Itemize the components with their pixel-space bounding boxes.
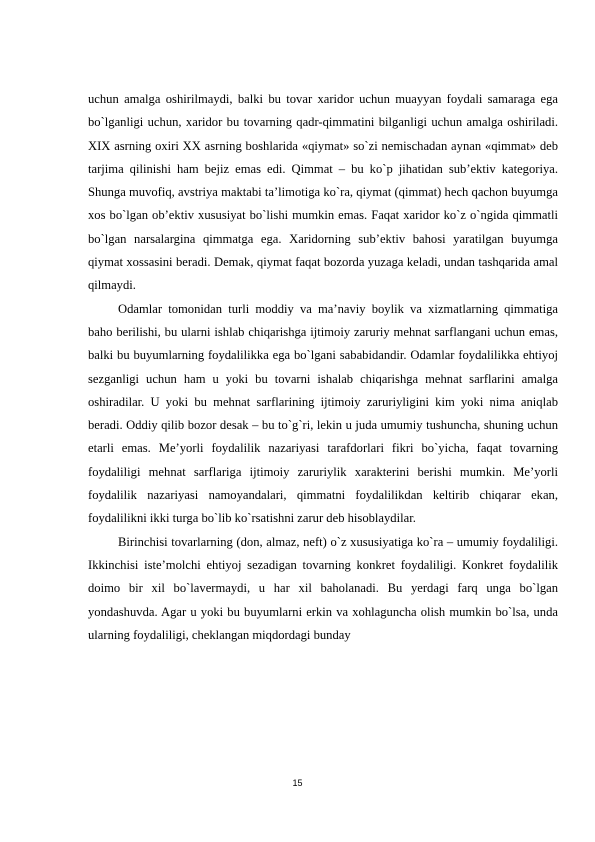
paragraph-continuation: uchun amalga oshirilmaydi, balki bu tovar xaridor uchun muayyan foydali samaraga ega bo`lganligi uchun, xaridor bu tovarning qadr-qimmatini bilganligi uchun amalga oshiriladi. XIX asrning oxiri XX asrning boshlarida «qiymat» so`zi nemischadan aynan «qimmat» deb tarjima qilinishi ham bejiz emas edi. Qimmat – bu ko`p jihatidan sub’ektiv kategoriya. Shunga muvofiq, avstriya maktabi ta’limotiga ko`ra, qiymat (qimmat) hech qachon buyumga xos bo`lgan ob’ektiv xususiyat bo`lishi mumkin emas. Faqat xaridor ko`z o`ngida qimmatli bo`lgan narsalargina qimmatga ega. Xaridorning sub’ektiv bahosi yaratilgan buyumga qiymat xossasini beradi. Demak, qiymat faqat bozorda yuzaga keladi, undan tashqarida amal qilmaydi. <box>88 92 558 293</box>
page-number: 15 <box>292 778 303 788</box>
paragraph-types-of-utility: Birinchisi tovarlarning (don, almaz, neft) o`z xususiyatiga ko`ra – umumiy foydaliligi. Ikkinchisi iste’molchi ehtiyoj sezadigan tovarning konkret foydaliligi. Konkret foydalilik doimo bir xil bo`lavermaydi, u har xil baholanadi. Bu yerdagi farq unga bo`lgan yondashuvda. Agar u yoki bu buyumlarni erkin va xohlaguncha olish mumkin bo`lsa, unda ularning foydaliligi, cheklangan miqdordagi bunday <box>88 534 558 642</box>
body-text <box>88 88 558 647</box>
paragraph-utility-valuation: Odamlar tomonidan turli moddiy va ma’naviy boylik va xizmatlarning qimmatiga baho berilishi, bu ularni ishlab chiqarishga ijtimoiy zaruriy mehnat sarflangani uchun emas, balki bu buyumlarning foydalilikka ega bo`lgani sababidandir. Odamlar foydalilikka ehtiyoj sezganligi uchun ham u yoki bu tovarni ishalab chiqarishga mehnat sarflarini amalga oshiradilar. U yoki bu mehnat sarflarining ijtimoiy zaruriyligini kim yoki nima aniqlab beradi. Oddiy qilib bozor desak – bu to`g`ri, lekin u juda umumiy tushuncha, shuning uchun etarli emas. Me’yorli foydalilik nazariyasi tarafdorlari fikri bo`yicha, faqat tovarning foydaliligi mehnat sarflariga ijtimoiy zaruriylik xarakterini berishi mumkin. Me’yorli foydalilik nazariyasi namoyandalari, qimmatni foydalilikdan keltirib chiqarar ekan, foydalilikni ikki turga bo`lib ko`rsatishni zarur deb hisoblaydilar. <box>88 301 558 526</box>
